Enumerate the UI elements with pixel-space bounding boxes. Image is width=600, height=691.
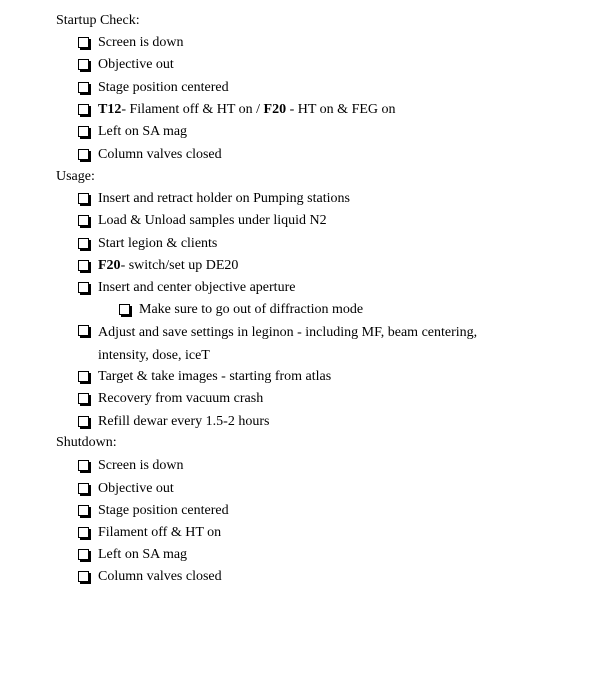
checklist-item-text: Make sure to go out of diffraction mode xyxy=(139,302,364,317)
checkbox-icon[interactable] xyxy=(119,304,130,315)
checklist-item-text: Stage position centered xyxy=(98,503,229,518)
checklist-item-text: Left on SA mag xyxy=(98,124,188,139)
checkbox-icon[interactable] xyxy=(78,126,89,137)
checklist-item xyxy=(78,545,187,565)
checklist-item xyxy=(78,479,174,499)
microscope-name: F20 xyxy=(263,102,287,117)
checkbox-icon[interactable] xyxy=(78,325,89,336)
checkbox-icon[interactable] xyxy=(78,371,89,382)
checklist-item xyxy=(78,412,269,432)
checklist-item-text: Objective out xyxy=(98,57,174,72)
checklist-item-text: Left on SA mag xyxy=(98,547,188,562)
checklist-item-text: Load & Unload samples under liquid N2 xyxy=(98,213,327,228)
checklist-item xyxy=(78,234,217,254)
checklist-item-text xyxy=(98,100,396,120)
checkbox-icon[interactable] xyxy=(78,193,89,204)
checklist-item xyxy=(78,389,263,409)
checkbox-icon[interactable] xyxy=(78,82,89,93)
checkbox-icon[interactable] xyxy=(78,416,89,427)
checklist-item xyxy=(78,456,184,476)
checklist-item xyxy=(78,100,396,120)
checklist-item-text: Insert and center objective aperture xyxy=(98,280,296,295)
microscope-name: F20 xyxy=(98,258,121,273)
checklist-item xyxy=(78,278,295,298)
checklist-item-text: Filament off & HT on xyxy=(98,525,222,540)
checklist-item-text: Screen is down xyxy=(98,35,184,50)
checkbox-icon[interactable] xyxy=(78,505,89,516)
checklist-item xyxy=(78,321,528,367)
checklist-item-text: Recovery from vacuum crash xyxy=(98,391,264,406)
checklist-item xyxy=(78,256,238,276)
checklist-item xyxy=(78,122,187,142)
checklist-item-text: Adjust and save settings in leginon - including MF, beam centering, intensity, dose, iceT xyxy=(98,325,478,363)
checklist-item xyxy=(78,33,184,53)
checklist-item xyxy=(78,78,229,98)
checklist-item-text: Screen is down xyxy=(98,458,184,473)
checkbox-icon[interactable] xyxy=(78,549,89,560)
checklist-item xyxy=(78,523,221,543)
checklist-item-text: Start legion & clients xyxy=(98,236,218,251)
checklist-item-text xyxy=(98,256,238,276)
checkbox-icon[interactable] xyxy=(78,104,89,115)
checkbox-icon[interactable] xyxy=(78,527,89,538)
checklist-subitem xyxy=(119,300,363,320)
checkbox-icon[interactable] xyxy=(78,393,89,404)
checklist-item-text: Target & take images - starting from atlas xyxy=(98,369,332,384)
checklist-item xyxy=(78,567,222,587)
checklist-item-text: Column valves closed xyxy=(98,569,222,584)
checkbox-icon[interactable] xyxy=(78,282,89,293)
checkbox-icon[interactable] xyxy=(78,59,89,70)
checklist-item xyxy=(78,211,327,231)
item-text-part: - HT on & FEG on xyxy=(286,102,396,117)
usage-heading: Usage: xyxy=(56,169,95,184)
checklist-item xyxy=(78,501,229,521)
item-text-part: - Filament off & HT on / xyxy=(121,102,264,117)
checkbox-icon[interactable] xyxy=(78,571,89,582)
checklist-item-text: Refill dewar every 1.5-2 hours xyxy=(98,414,270,429)
microscope-name: T12 xyxy=(98,102,122,117)
checklist-item xyxy=(78,145,222,165)
checklist-item-text: Stage position centered xyxy=(98,80,229,95)
checkbox-icon[interactable] xyxy=(78,238,89,249)
shutdown-heading: Shutdown: xyxy=(56,435,117,450)
checklist-item-text: Objective out xyxy=(98,481,174,496)
checkbox-icon[interactable] xyxy=(78,260,89,271)
checkbox-icon[interactable] xyxy=(78,460,89,471)
checklist-item xyxy=(78,55,174,75)
checklist-item-text: Insert and retract holder on Pumping stations xyxy=(98,191,350,206)
checklist-item xyxy=(78,367,331,387)
startup-check-heading: Startup Check: xyxy=(56,13,140,28)
item-text-part: - switch/set up DE20 xyxy=(120,258,239,273)
checkbox-icon[interactable] xyxy=(78,149,89,160)
checklist-item xyxy=(78,189,350,209)
checkbox-icon[interactable] xyxy=(78,37,89,48)
checklist-item-text: Column valves closed xyxy=(98,147,222,162)
checkbox-icon[interactable] xyxy=(78,483,89,494)
checkbox-icon[interactable] xyxy=(78,215,89,226)
